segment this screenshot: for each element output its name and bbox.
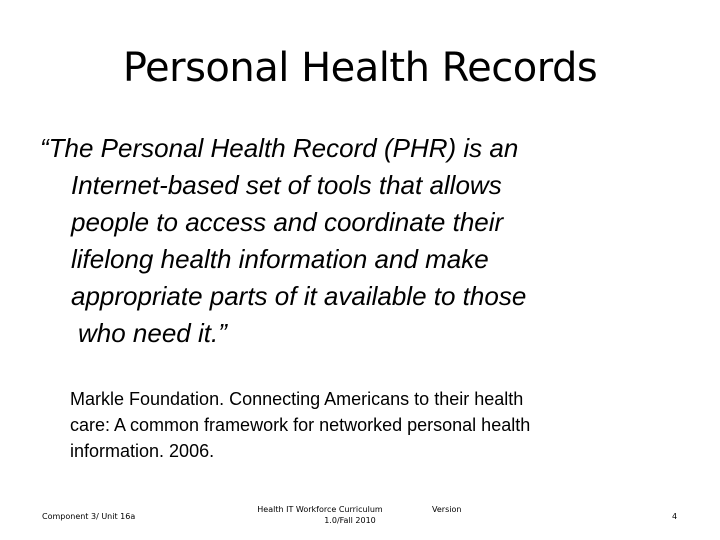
footer-version: Version [432,505,462,514]
footer-curriculum-line1: Health IT Workforce Curriculum [257,505,383,514]
quote-line: “The Personal Health Record (PHR) is an [40,133,519,163]
citation-line: information. 2006. [70,441,215,461]
quote-line: people to access and coordinate their [71,207,504,237]
citation-line: Markle Foundation. Connecting Americans to their health [70,389,524,409]
quote-line: who need it.” [78,318,227,348]
footer-curriculum-line2: 1.0/Fall 2010 [324,516,376,525]
citation-block [70,386,680,464]
slide-title: Personal Health Records [122,45,598,91]
footer-curriculum [230,504,410,526]
citation-line: care: A common framework for networked personal health [70,415,531,435]
page-number: 4 [672,512,678,521]
quote-line: lifelong health information and make [71,244,489,274]
quote-line: Internet-based set of tools that allows [71,170,502,200]
quote-line: appropriate parts of it available to those [71,281,527,311]
quote-block [40,130,680,352]
footer-component: Component 3/ Unit 16a [42,512,136,521]
